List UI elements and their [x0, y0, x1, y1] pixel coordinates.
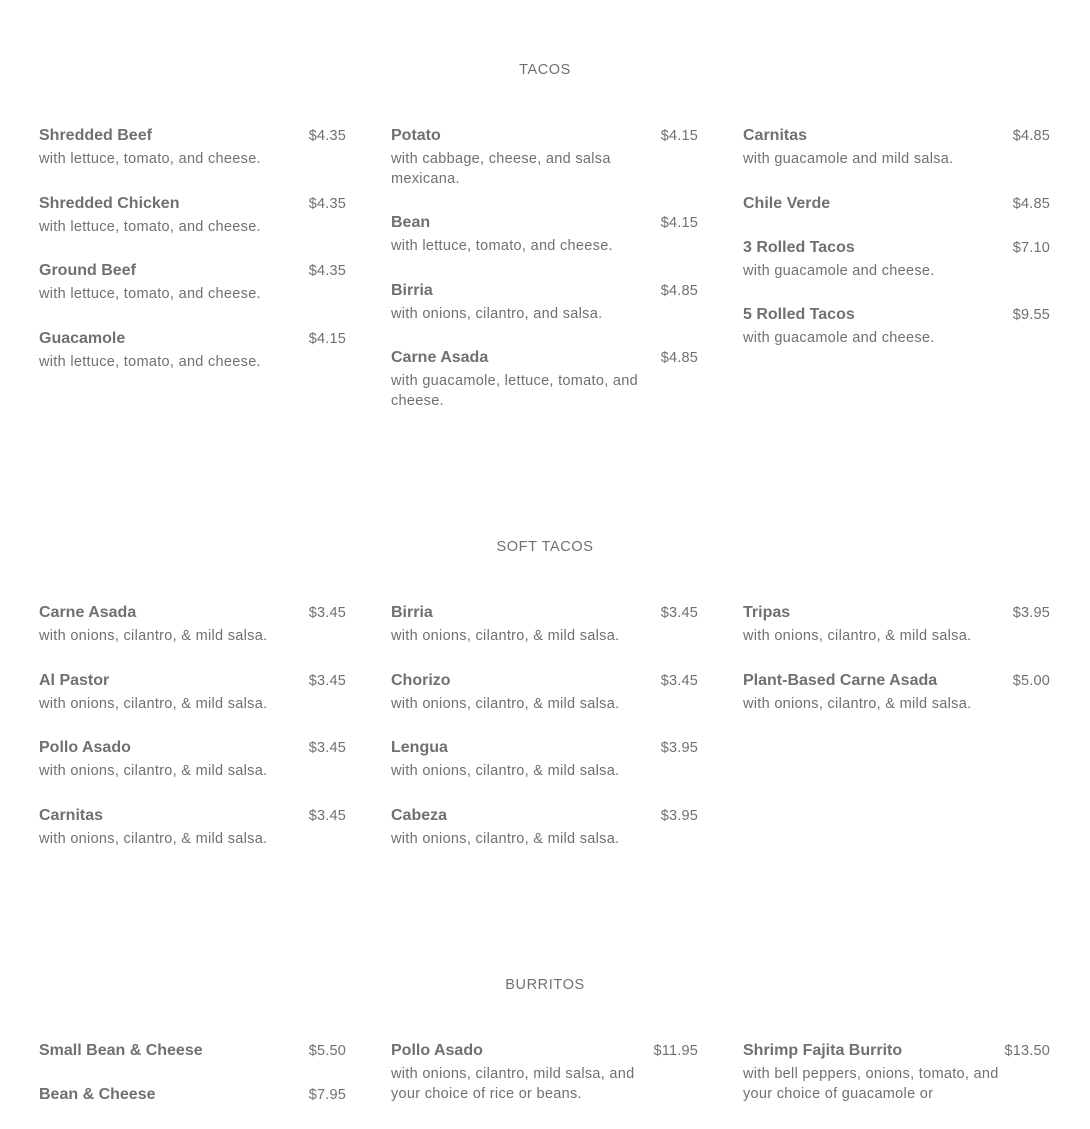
- menu-item-price: $3.95: [660, 807, 698, 824]
- menu-item-description: with onions, cilantro, & mild salsa.: [391, 830, 620, 847]
- menu-item-name: Bean & Cheese: [39, 1086, 156, 1103]
- menu-item-description: with onions, cilantro, & mild salsa.: [391, 763, 620, 779]
- menu-item-price: $3.95: [660, 740, 698, 756]
- menu-item-price: $5.00: [1012, 672, 1050, 689]
- menu-item-header: [391, 738, 698, 758]
- menu-item: [743, 126, 1050, 170]
- menu-item: [391, 281, 698, 325]
- menu-column: [39, 1041, 346, 1129]
- menu-item-name: Carne Asada: [391, 349, 489, 366]
- menu-item-description: with onions, cilantro, & mild salsa.: [391, 628, 620, 644]
- menu-item-name: Chorizo: [391, 671, 451, 689]
- menu-item: [391, 348, 698, 411]
- menu-item: [39, 671, 346, 715]
- menu-item-name: Pollo Asado: [39, 739, 131, 756]
- menu-item: [39, 1041, 346, 1061]
- menu-item: [743, 1041, 1050, 1104]
- menu-item-header: [743, 126, 1050, 146]
- menu-item-header: [39, 194, 346, 214]
- menu-item-name: Plant-Based Carne Asada: [743, 671, 938, 689]
- menu-item-price: $3.45: [308, 605, 346, 621]
- menu-item-description: with onions, cilantro, & mild salsa.: [39, 628, 268, 644]
- menu-item-name: Tripas: [743, 604, 791, 621]
- menu-item-description: with onions, cilantro, & mild salsa.: [39, 763, 268, 779]
- menu-item-header: [39, 261, 346, 281]
- menu-item-name: Cabeza: [391, 806, 448, 824]
- menu-item-name: Birria: [391, 604, 433, 621]
- menu-item-name: Birria: [391, 281, 433, 299]
- menu-item-header: [743, 1041, 1050, 1061]
- menu-item-name: Bean: [391, 214, 431, 231]
- menu-item-header: [391, 806, 698, 826]
- menu-item-header: [39, 671, 346, 691]
- menu-item-header: [391, 126, 698, 146]
- menu-item: [39, 806, 346, 850]
- section-title: TACOS: [519, 62, 571, 78]
- menu-item-name: Potato: [391, 127, 441, 144]
- menu-item-header: [743, 305, 1050, 325]
- menu-item: [391, 1041, 698, 1104]
- menu-item-price: $9.55: [1012, 307, 1050, 323]
- menu-item-header: [39, 738, 346, 758]
- menu-item-price: $13.50: [1004, 1043, 1050, 1059]
- menu-item: [391, 126, 698, 189]
- menu-item-price: $7.95: [308, 1087, 346, 1103]
- menu-item-description: with lettuce, tomato, and cheese.: [39, 286, 261, 302]
- menu-item-description: with onions, cilantro, and salsa.: [391, 305, 603, 322]
- menu-item-price: $3.45: [308, 807, 346, 824]
- menu-item-price: $4.35: [308, 128, 346, 144]
- menu-item: [39, 329, 346, 373]
- menu-item-price: $5.50: [308, 1043, 346, 1059]
- menu-item: [391, 806, 698, 850]
- menu-item-description: with cabbage, cheese, and salsa mexicana.: [391, 151, 611, 187]
- menu-item-price: $3.45: [308, 672, 346, 689]
- menu-item-header: [743, 671, 1050, 691]
- menu-item-name: Shredded Chicken: [39, 194, 180, 212]
- menu-item-name: Lengua: [391, 739, 448, 756]
- menu-item-name: Pollo Asado: [391, 1042, 483, 1059]
- menu-item: [743, 305, 1050, 349]
- menu-item-name: Chile Verde: [743, 194, 831, 212]
- menu-item-name: Shrimp Fajita Burrito: [743, 1042, 903, 1059]
- menu-item-name: Al Pastor: [39, 671, 110, 689]
- menu-item-description: with onions, cilantro, & mild salsa.: [39, 695, 268, 712]
- menu-item-name: Small Bean & Cheese: [39, 1042, 203, 1059]
- menu-item-price: $4.85: [660, 350, 698, 366]
- menu-item: [39, 126, 346, 170]
- menu-item-header: [39, 806, 346, 826]
- menu-item-description: with onions, cilantro, & mild salsa.: [743, 628, 972, 644]
- menu-item-header: [39, 603, 346, 623]
- menu-item-header: [391, 213, 698, 233]
- menu-column: [39, 126, 346, 396]
- menu-item: [743, 238, 1050, 282]
- menu-item: [39, 194, 346, 238]
- menu-item-description: with lettuce, tomato, and cheese.: [391, 238, 613, 254]
- menu-item: [391, 738, 698, 782]
- menu-item: [743, 671, 1050, 715]
- menu-item: [39, 603, 346, 647]
- menu-item-price: $4.85: [660, 282, 698, 299]
- menu-item: [39, 261, 346, 305]
- menu-column: [391, 603, 698, 873]
- menu-item-name: Shredded Beef: [39, 127, 152, 144]
- menu-item-name: 3 Rolled Tacos: [743, 238, 855, 256]
- menu-item-description: with onions, cilantro, mild salsa, and your choice of rice or beans.: [391, 1066, 635, 1102]
- menu-item-price: $4.35: [308, 195, 346, 212]
- menu-item-price: $4.85: [1012, 195, 1050, 212]
- menu-item-description: with guacamole, lettuce, tomato, and cheese.: [391, 373, 638, 409]
- menu-item-header: [39, 1041, 346, 1061]
- menu-item-description: with lettuce, tomato, and cheese.: [39, 218, 261, 235]
- menu-item-price: $4.15: [308, 330, 346, 347]
- menu-item-description: with bell peppers, onions, tomato, and your choice of guacamole or: [743, 1066, 999, 1102]
- menu-item-name: 5 Rolled Tacos: [743, 306, 855, 323]
- menu-item-description: with onions, cilantro, & mild salsa.: [391, 695, 620, 712]
- menu-item-header: [39, 126, 346, 146]
- menu-column: [743, 603, 1050, 738]
- menu-item-name: Carnitas: [39, 806, 104, 824]
- menu-item-header: [743, 603, 1050, 623]
- section-title: BURRITOS: [505, 977, 585, 993]
- menu-item-price: $3.45: [308, 740, 346, 756]
- menu-item-header: [391, 603, 698, 623]
- menu-item-description: with onions, cilantro, & mild salsa.: [39, 830, 268, 847]
- menu-item-header: [391, 348, 698, 368]
- menu-item-price: $4.85: [1012, 128, 1050, 144]
- menu-item-description: with lettuce, tomato, and cheese.: [39, 151, 261, 167]
- menu-item-description: with guacamole and mild salsa.: [743, 151, 954, 167]
- menu-column: [743, 126, 1050, 373]
- menu-item-header: [39, 1085, 346, 1105]
- menu-column: [391, 126, 698, 435]
- menu-item-price: $4.15: [660, 215, 698, 231]
- menu-item-header: [743, 194, 1050, 214]
- menu-item-price: $11.95: [653, 1043, 698, 1059]
- menu-item: [391, 603, 698, 647]
- menu-item-header: [391, 281, 698, 301]
- menu-item-name: Carnitas: [743, 127, 808, 144]
- menu-item-name: Guacamole: [39, 329, 126, 347]
- menu-item-header: [39, 329, 346, 349]
- menu-item-header: [391, 671, 698, 691]
- menu-item: [743, 603, 1050, 647]
- menu-item: [743, 194, 1050, 214]
- menu-column: [743, 1041, 1050, 1128]
- menu-item-description: with guacamole and cheese.: [743, 262, 935, 279]
- menu-item: [391, 213, 698, 257]
- menu-item-header: [743, 238, 1050, 258]
- menu-item-price: $3.45: [660, 605, 698, 621]
- menu-item-price: $4.15: [660, 128, 698, 144]
- section-title: SOFT TACOS: [496, 539, 594, 555]
- menu-item-price: $7.10: [1012, 239, 1050, 256]
- menu-item-description: with onions, cilantro, & mild salsa.: [743, 695, 972, 712]
- menu-item-name: Carne Asada: [39, 604, 137, 621]
- menu-item-header: [391, 1041, 698, 1061]
- menu-column: [391, 1041, 698, 1128]
- menu-item-description: with guacamole and cheese.: [743, 330, 935, 346]
- menu-item-price: $4.35: [308, 263, 346, 279]
- menu-item: [391, 671, 698, 715]
- menu-item-description: with lettuce, tomato, and cheese.: [39, 353, 261, 370]
- menu-item: [39, 1085, 346, 1105]
- menu-item-price: $3.45: [660, 672, 698, 689]
- menu-item: [39, 738, 346, 782]
- menu-item-price: $3.95: [1012, 605, 1050, 621]
- menu-column: [39, 603, 346, 873]
- menu-item-name: Ground Beef: [39, 262, 136, 279]
